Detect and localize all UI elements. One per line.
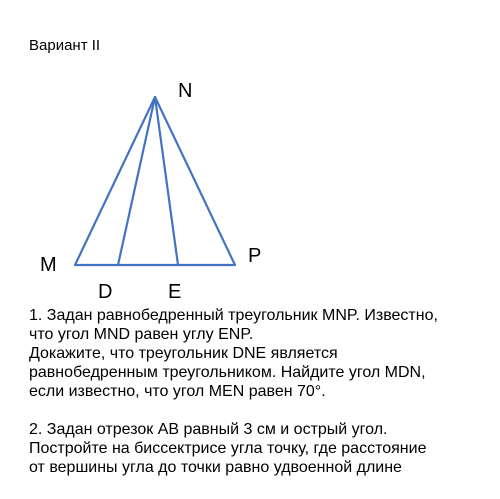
segment-nd [118,97,155,265]
triangle-mnp [75,97,235,265]
task-2 [29,420,499,477]
task-separator [29,401,499,420]
variant-title: Вариант II [29,37,101,54]
tasks-text [29,306,499,477]
task-1-line: 1. Задан равнобедренный треугольник MNP. Известно, [29,307,438,324]
vertex-label-d: D [98,281,113,303]
task-2-line: 2. Задан отрезок AB равный 3 см и острый угол. [29,421,388,438]
vertex-label-n: N [178,80,193,102]
task-1-line: если известно, что угол MEN равен 70°. [29,383,326,400]
task-1 [29,306,499,401]
vertex-label-e: E [168,281,182,303]
task-1-line: равнобедренным треугольником. Найдите угол MDN, [29,364,426,381]
task-2-line: Постройте на биссектрисе угла точку, где расстояние [29,440,427,457]
task-1-line: Докажите, что треугольник DNE является [29,345,338,362]
vertex-label-m: M [40,254,57,276]
task-2-line: от вершины угла до точки равно удвоенной длине [29,459,402,476]
task-1-line: что угол MND равен углу ENP. [29,326,254,343]
vertex-label-p: P [248,245,262,267]
